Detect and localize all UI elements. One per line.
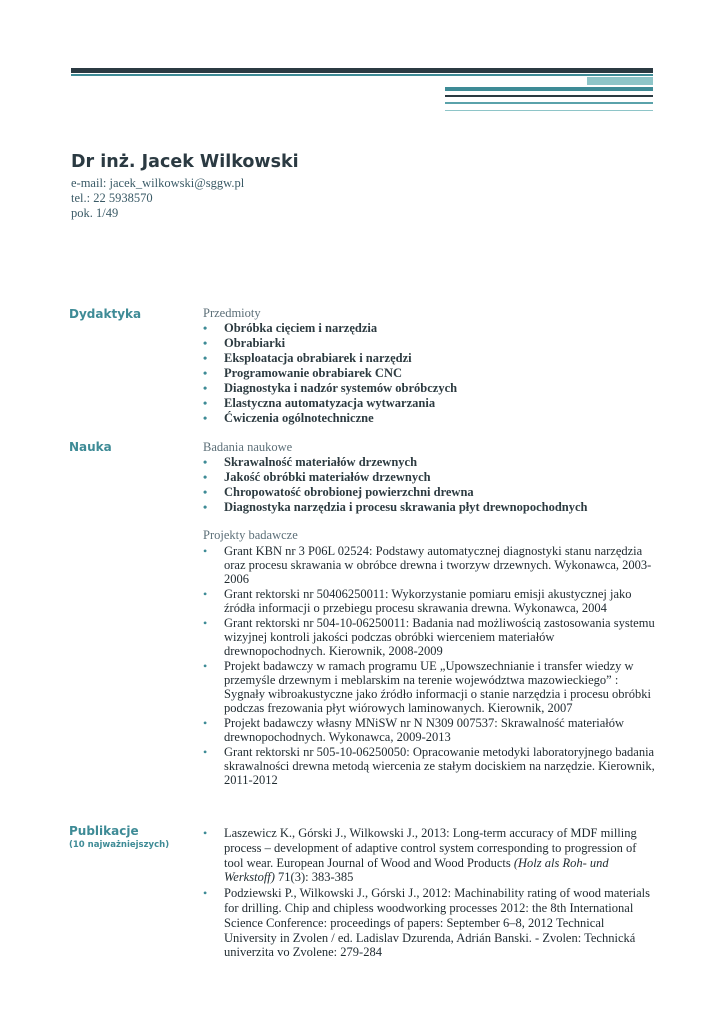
list-item: • Grant rektorski nr 505-10-06250050: Opracowanie metodyki laboratoryjnego badania skrawalności drewna metodą wiercenia ze stałym dociskiem na narzędzie. Kierownik, 2011-2012 [203, 745, 658, 787]
list-item: • Chropowatość obrobionej powierzchni drewna [203, 485, 658, 500]
list-item: • Grant KBN nr 3 P06L 02524: Podstawy automatycznej diagnostyki stanu narzędzia oraz procesu skrawania w obróbce drewna i tworzyw drzewnych. Wykonawca, 2003-2006 [203, 544, 658, 586]
list-item: • Obróbka cięciem i narzędzia [203, 321, 658, 336]
section-title-publikacje: Publikacje [69, 824, 139, 838]
subhead-przedmioty: Przedmioty [203, 306, 261, 320]
list-item: • Programowanie obrabiarek CNC [203, 366, 658, 381]
list-item: • Ćwiczenia ogólnotechniczne [203, 411, 658, 426]
section-title-dydaktyka: Dydaktyka [69, 307, 142, 321]
research-list [203, 455, 658, 515]
email-line: e-mail: jacek_wilkowski@sggw.pl [71, 176, 245, 190]
course-list [203, 321, 658, 426]
list-item: • Elastyczna automatyzacja wytwarzania [203, 396, 658, 411]
subhead-badania: Badania naukowe [203, 440, 293, 454]
publication-text: Laszewicz K., Górski J., Wilkowski J., 2013: Long-term accuracy of MDF milling process – development of adaptive control system corresponding to progression of tool wear. European Journal of Wood and Wood Products [224, 826, 637, 870]
subhead-projekty: Projekty badawcze [203, 528, 298, 542]
publication-list [203, 826, 658, 960]
header-bar-thin [71, 74, 653, 76]
list-item: • Jakość obróbki materiałów drzewnych [203, 470, 658, 485]
header-bar-teal-1 [445, 87, 653, 91]
header-bar-teal-2 [445, 95, 653, 97]
list-item: • Skrawalność materiałów drzewnych [203, 455, 658, 470]
list-item [203, 826, 658, 885]
nauka-content [203, 440, 658, 787]
list-item: • Diagnostyka narzędzia i procesu skrawania płyt drewnopochodnych [203, 500, 658, 515]
header-bar-teal-4 [445, 110, 653, 111]
phone-line: tel.: 22 5938570 [71, 191, 153, 205]
list-item: • Diagnostyka i nadzór systemów obróbczych [203, 381, 658, 396]
list-item: • Projekt badawczy własny MNiSW nr N N309 007537: Skrawalność materiałów drewnopochodnych. Wykonawca, 2009-2013 [203, 716, 658, 744]
list-item: • Grant rektorski nr 504-10-06250011: Badania nad możliwością zastosowania systemu wizyjnej kontroli jakości podczas obróbki wierceniem materiałów drewnopochodnych. Kierownik, 2008-2009 [203, 616, 658, 658]
contact-block [71, 176, 244, 221]
person-name: Dr inż. Jacek Wilkowski [71, 152, 299, 172]
list-item: • Obrabiarki [203, 336, 658, 351]
dydaktyka-content [203, 306, 658, 426]
project-list [203, 544, 658, 787]
publication-pages: 71(3): 383-385 [274, 870, 354, 885]
section-subtitle-publikacje: (10 najważniejszych) [69, 840, 170, 850]
room-line: pok. 1/49 [71, 206, 119, 220]
list-item: • Eksploatacja obrabiarek i narzędzi [203, 351, 658, 366]
list-item: • Grant rektorski nr 50406250011: Wykorzystanie pomiaru emisji akustycznej jako źródła informacji o przebiegu procesu skrawania drewna. Wykonawca, 2004 [203, 587, 658, 615]
header-bar-light-block [587, 77, 653, 85]
header-bar-main [71, 68, 653, 73]
publikacje-content [203, 826, 658, 960]
list-item: • Projekt badawczy w ramach programu UE „Upowszechnianie i transfer wiedzy w przemyśle drzewnym i meblarskim na terenie województwa mazowieckiego” : Sygnały wibroakustyczne jako źródło informacji o stanie narzędzia i procesu obróbki podczas frezowania płyt wiórowych laminowanych. Kierownik, 2007 [203, 659, 658, 715]
header-bar-teal-3 [445, 102, 653, 104]
list-item: • Podziewski P., Wilkowski J., Górski J., 2012: Machinability rating of wood materials for drilling. Chip and chipless woodworking processes 2012: the 8th International Science Conference: proceedings of papers: September 6–8, 2012 Technical University in Zvolen / ed. Ladislav Dzurenda, Adrián Banski. - Zvolen: Technická univerzita vo Zvolene: 279-284 [203, 886, 658, 960]
publication-journal: (Holz als Roh- und Werkstoff) [224, 855, 609, 885]
section-title-nauka: Nauka [69, 440, 112, 454]
